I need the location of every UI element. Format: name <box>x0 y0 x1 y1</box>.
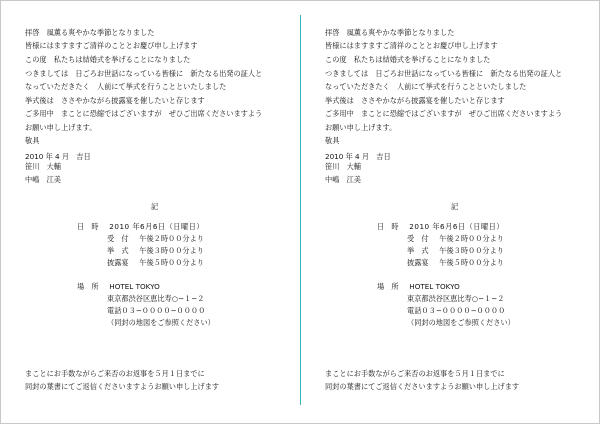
signer-name: 中嶋 江美 <box>325 175 361 184</box>
opening-line: お願い申し上げます。 <box>325 123 397 132</box>
schedule-value: 午後５時００分より <box>439 258 504 267</box>
letter-date: 2010 年 4 月 吉日 <box>325 152 391 161</box>
signer-name: 笹川 大輔 <box>325 162 361 171</box>
opening-line: ご多用中 まことに恐縮ではございますが ぜひご出席くださいますよう <box>325 109 563 118</box>
schedule-value: 午後５時００分より <box>139 258 204 267</box>
opening-line: 拝啓 風薫る爽やかな季節となりました <box>25 28 155 37</box>
schedule-value: 午後２時００分より <box>139 234 204 243</box>
place-map-note: （同封の地図をご参照ください） <box>407 318 515 327</box>
schedule-label: 披露宴 <box>407 258 429 267</box>
place-row <box>377 283 460 290</box>
datetime-row <box>77 223 204 230</box>
schedule-label: 披露宴 <box>107 258 129 267</box>
schedule-label: 受 付 <box>407 234 429 243</box>
datetime-label: 日 時 <box>77 222 99 231</box>
schedule-label: 受 付 <box>107 234 129 243</box>
place-venue: HOTEL TOKYO <box>109 282 160 291</box>
place-map-note: （同封の地図をご参照ください） <box>107 318 215 327</box>
closing-salutation: 敬具 <box>25 136 40 145</box>
right-page <box>301 1 591 425</box>
opening-line: この度 私たちは結婚式を挙げることになりました <box>25 55 191 64</box>
signer-name: 中嶋 江美 <box>25 175 61 184</box>
datetime-value: 2010 年6月6日（日曜日） <box>109 222 205 231</box>
place-label: 場 所 <box>77 282 99 291</box>
schedule-row <box>407 259 504 266</box>
schedule-label: 挙 式 <box>107 246 129 255</box>
opening-line: 皆様にはますますご清祥のこととお慶び申し上げます <box>25 41 198 50</box>
schedule-row <box>107 259 204 266</box>
ki-heading: 記 <box>151 202 159 211</box>
left-page <box>1 1 291 425</box>
opening-line: 挙式後は ささやかながら披露宴を催したいと存じます <box>25 96 205 105</box>
schedule-row <box>407 247 504 254</box>
closing-line: まことにお手数ながらご来否のお返事を５月１日までに <box>25 369 205 378</box>
schedule-row <box>107 235 204 242</box>
schedule-value: 午後２時００分より <box>439 234 504 243</box>
place-address: 東京都渋谷区恵比寿○−１−２ <box>407 294 505 303</box>
opening-line: お願い申し上げます。 <box>25 123 97 132</box>
opening-line: つきましては 日ごろお世話になっている皆様に 新たなる出発の証人と <box>25 69 263 78</box>
place-label: 場 所 <box>377 282 399 291</box>
opening-line: 皆様にはますますご清祥のこととお慶び申し上げます <box>325 41 498 50</box>
letter-date: 2010 年 4 月 吉日 <box>25 152 91 161</box>
opening-line: 挙式後は ささやかながら披露宴を催したいと存じます <box>325 96 505 105</box>
closing-salutation: 敬具 <box>325 136 340 145</box>
schedule-label: 挙 式 <box>407 246 429 255</box>
datetime-row <box>377 223 504 230</box>
closing-line: まことにお手数ながらご来否のお返事を５月１日までに <box>325 369 505 378</box>
opening-line: つきましては 日ごろお世話になっている皆様に 新たなる出発の証人と <box>325 69 563 78</box>
place-phone: 電話０３−００００−００００ <box>107 306 206 315</box>
place-row <box>77 283 160 290</box>
opening-line: ご多用中 まことに恐縮ではございますが ぜひご出席くださいますよう <box>25 109 263 118</box>
closing-line: 同封の葉書にてご返信くださいますようお願い申し上げます <box>325 382 520 391</box>
datetime-value: 2010 年6月6日（日曜日） <box>409 222 505 231</box>
schedule-row <box>407 235 504 242</box>
signer-name: 笹川 大輔 <box>25 162 61 171</box>
place-venue: HOTEL TOKYO <box>409 282 460 291</box>
datetime-label: 日 時 <box>377 222 399 231</box>
place-address: 東京都渋谷区恵比寿○−１−２ <box>107 294 205 303</box>
place-phone: 電話０３−００００−００００ <box>407 306 506 315</box>
opening-line: 拝啓 風薫る爽やかな季節となりました <box>325 28 455 37</box>
opening-line: なっていただきたく 人前にて挙式を行うことといたしました <box>325 82 527 91</box>
schedule-value: 午後３時００分より <box>439 246 504 255</box>
ki-heading: 記 <box>451 202 459 211</box>
closing-line: 同封の葉書にてご返信くださいますようお願い申し上げます <box>25 382 220 391</box>
opening-line: なっていただきたく 人前にて挙式を行うことといたしました <box>25 82 227 91</box>
schedule-row <box>107 247 204 254</box>
opening-line: この度 私たちは結婚式を挙げることになりました <box>325 55 491 64</box>
schedule-value: 午後３時００分より <box>139 246 204 255</box>
